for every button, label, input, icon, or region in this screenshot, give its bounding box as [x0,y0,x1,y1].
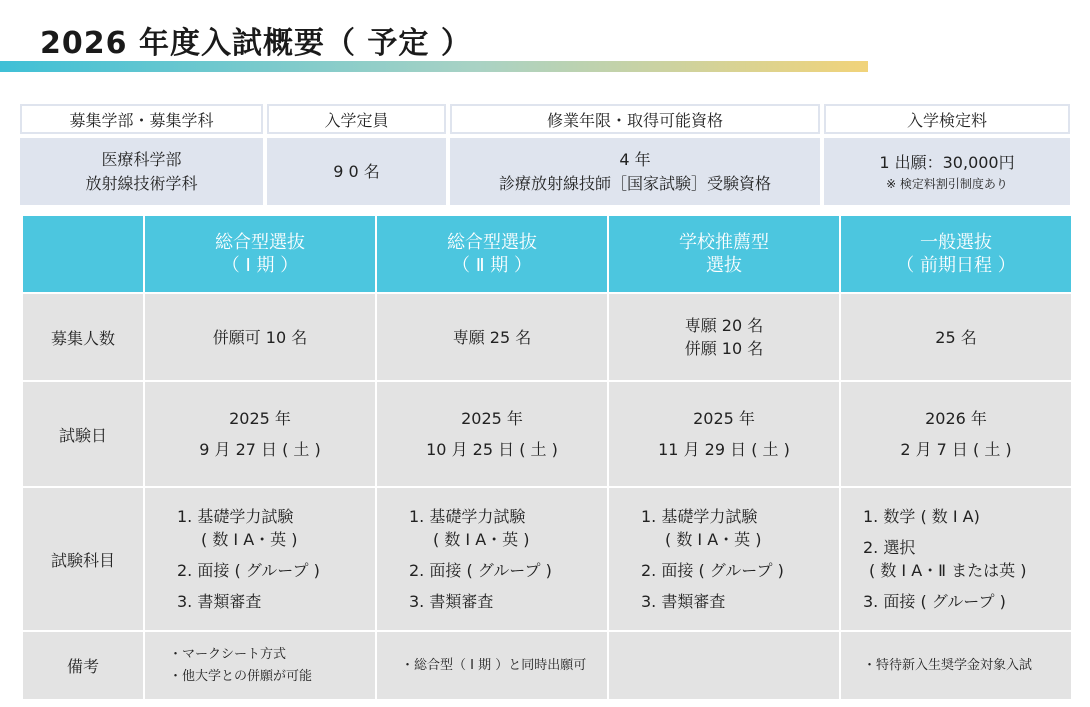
exam-year: 2025 年 [229,409,291,428]
summary-dept [20,138,263,205]
exam-date-cell [841,382,1071,486]
summary-header-capacity: 入学定員 [267,104,446,134]
summary-license: 診療放射線技師［国家試験］受験資格 [498,173,771,193]
remarks-cell [377,632,607,699]
subject-line: 2. 面接 ( グループ ) [641,561,784,580]
remark-line: ・他大学との併願が可能 [169,668,313,684]
row-label-subjects: 試験科目 [23,488,143,630]
column-header-sub: 選抜 [706,255,742,276]
summary-header-fee: 入学検定料 [824,104,1070,134]
summary-fee-note: ※ 検定料割引制度あり [886,176,1008,191]
column-header-general-exam [841,216,1071,292]
exam-year: 2026 年 [925,409,987,428]
recruit-cell [377,294,607,380]
subject-line: 2. 選択 [863,538,916,557]
summary-years: 4 年 [619,149,651,169]
summary-qualification [450,138,820,205]
subject-line: ( 数 Ⅰ A・英 ) [201,530,298,549]
recruit-text: 併願可 10 名 [212,327,308,347]
recruit-cell [609,294,839,380]
subject-line: 3. 面接 ( グループ ) [863,592,1006,611]
remarks-cell-empty [609,632,839,699]
subject-line: 3. 書類審査 [641,592,726,611]
exam-year: 2025 年 [461,409,523,428]
exam-day: 2 月 7 日 ( 土 ) [900,440,1012,459]
subject-line: ( 数 Ⅰ A・Ⅱ または英 ) [869,561,1027,580]
title-gradient-bar [0,61,868,72]
summary-header-dept: 募集学部・募集学科 [20,104,263,134]
subject-line: 3. 書類審査 [177,592,262,611]
recruit-text: 専願 20 名 [684,316,764,335]
exam-date-cell [609,382,839,486]
column-header-recommendation [609,216,839,292]
column-header-general-2 [377,216,607,292]
recruit-text: 併願 10 名 [684,339,764,358]
row-label-recruit: 募集人数 [23,294,143,380]
remarks-cell [841,632,1071,699]
subjects-cell [609,488,839,630]
column-header-general-1 [145,216,375,292]
recruit-text: 25 名 [935,327,977,347]
subject-line: 2. 面接 ( グループ ) [177,561,320,580]
column-header-title: 一般選抜 [920,232,992,253]
summary-fee-value: 1 出願：30,000円 [879,152,1015,172]
summary-header-qualification: 修業年限・取得可能資格 [450,104,820,134]
remark-line: ・総合型（ Ⅰ 期 ）と同時出願可 [401,657,587,673]
exam-day: 11 月 29 日 ( 土 ) [658,440,790,459]
summary-capacity [267,138,446,205]
summary-body-row [20,138,1070,205]
exam-day: 10 月 25 日 ( 土 ) [426,440,558,459]
exam-date-cell [377,382,607,486]
exam-day: 9 月 27 日 ( 土 ) [199,440,321,459]
summary-capacity-value: 9 0 名 [333,161,380,181]
subject-line: 1. 基礎学力試験 [409,507,526,526]
subjects-cell [841,488,1071,630]
subjects-cell [377,488,607,630]
column-header-title: 総合型選抜 [215,232,305,253]
subject-line: 3. 書類審査 [409,592,494,611]
column-header-sub: （ Ⅱ 期 ） [451,255,533,276]
column-header-title: 学校推薦型 [679,232,769,253]
remark-line: ・マークシート方式 [169,646,287,662]
admission-table [23,216,1067,697]
recruit-cell [145,294,375,380]
column-header-title: 総合型選抜 [447,232,537,253]
page-title: 2026 年度入試概要（ 予定 ） [40,26,472,61]
subject-line: 1. 基礎学力試験 [641,507,758,526]
remarks-cell [145,632,375,699]
subject-line: 2. 面接 ( グループ ) [409,561,552,580]
subject-line: 1. 数学 ( 数 Ⅰ A) [863,507,980,526]
exam-year: 2025 年 [693,409,755,428]
summary-header-row [20,104,1070,134]
summary-dept-faculty: 医療科学部 [101,149,182,169]
summary-fee [824,138,1070,205]
table-corner-cell [23,216,143,292]
exam-date-cell [145,382,375,486]
column-header-sub: （ 前期日程 ） [896,255,1016,276]
column-header-sub: （ Ⅰ 期 ） [221,255,299,276]
row-label-remarks: 備考 [23,632,143,699]
recruit-text: 専願 25 名 [452,327,532,347]
subject-line: ( 数 Ⅰ A・英 ) [665,530,762,549]
recruit-cell [841,294,1071,380]
summary-dept-department: 放射線技術学科 [85,173,198,193]
subjects-cell [145,488,375,630]
subject-line: 1. 基礎学力試験 [177,507,294,526]
subject-line: ( 数 Ⅰ A・英 ) [433,530,530,549]
remark-line: ・特待新入生奨学金対象入試 [863,657,1033,673]
row-label-exam-date: 試験日 [23,382,143,486]
